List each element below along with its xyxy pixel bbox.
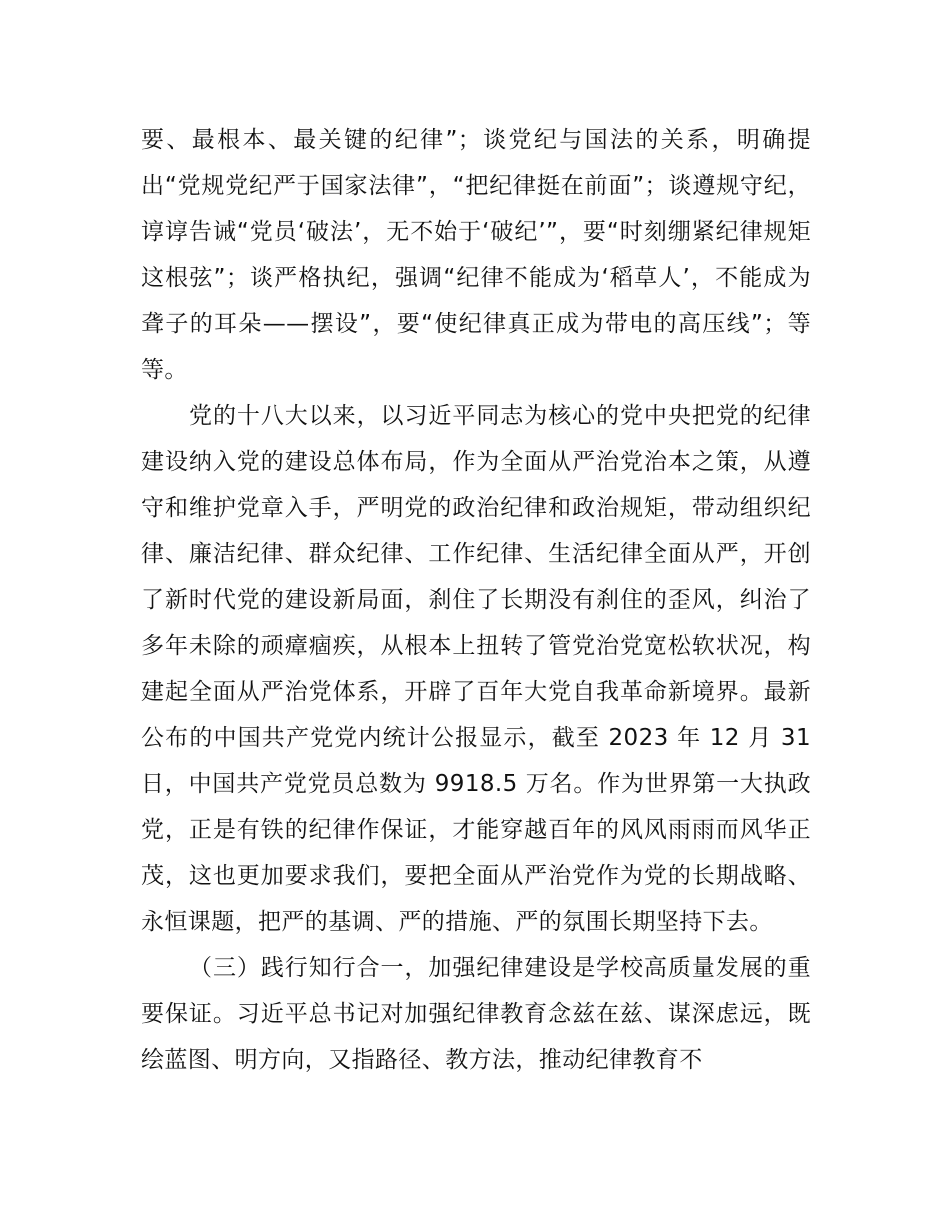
document-body [141, 117, 811, 1083]
paragraph-2: 党的十八大以来，以习近平同志为核心的党中央把党的纪律建设纳入党的建设总体布局，作为全面从严治党治本之策，从遵守和维护党章入手，严明党的政治纪律和政治规矩，带动组织纪律、廉洁纪律、群众纪律、工作纪律、生活纪律全面从严，开创了新时代党的建设新局面，刹住了长期没有刹住的歪风，纠治了多年未除的顽瘴痼疾，从根本上扭转了管党治党宽松软状况，构建起全面从严治党体系，开辟了百年大党自我革命新境界。最新公布的中国共产党党内统计公报显示，截至 2023 年 12 月 31 日，中国共产党党员总数为 9918.5 万名。作为世界第一大执政党，正是有铁的纪律作保证，才能穿越百年的风风雨雨而风华正茂，这也更加要求我们，要把全面从严治党作为党的长期战略、永恒课题，把严的基调、严的措施、严的氛围长期坚持下去。 [141, 403, 811, 935]
paragraph-1: 要、最根本、最关键的纪律”；谈党纪与国法的关系，明确提出“党规党纪严于国家法律”，“把纪律挺在前面”；谈遵规守纪，谆谆告诫“党员‘破法’，无不始于‘破纪’”，要“时刻绷紧纪律规矩这根弦”；谈严格执纪，强调“纪律不能成为‘稻草人’，不能成为聋子的耳朵——摆设”，要“使纪律真正成为带电的高压线”；等等。 [141, 127, 811, 383]
paragraph-3: （三）践行知行合一，加强纪律建设是学校高质量发展的重要保证。习近平总书记对加强纪律教育念兹在兹、谋深虑远，既绘蓝图、明方向，又指路径、教方法，推动纪律教育不 [141, 955, 811, 1073]
